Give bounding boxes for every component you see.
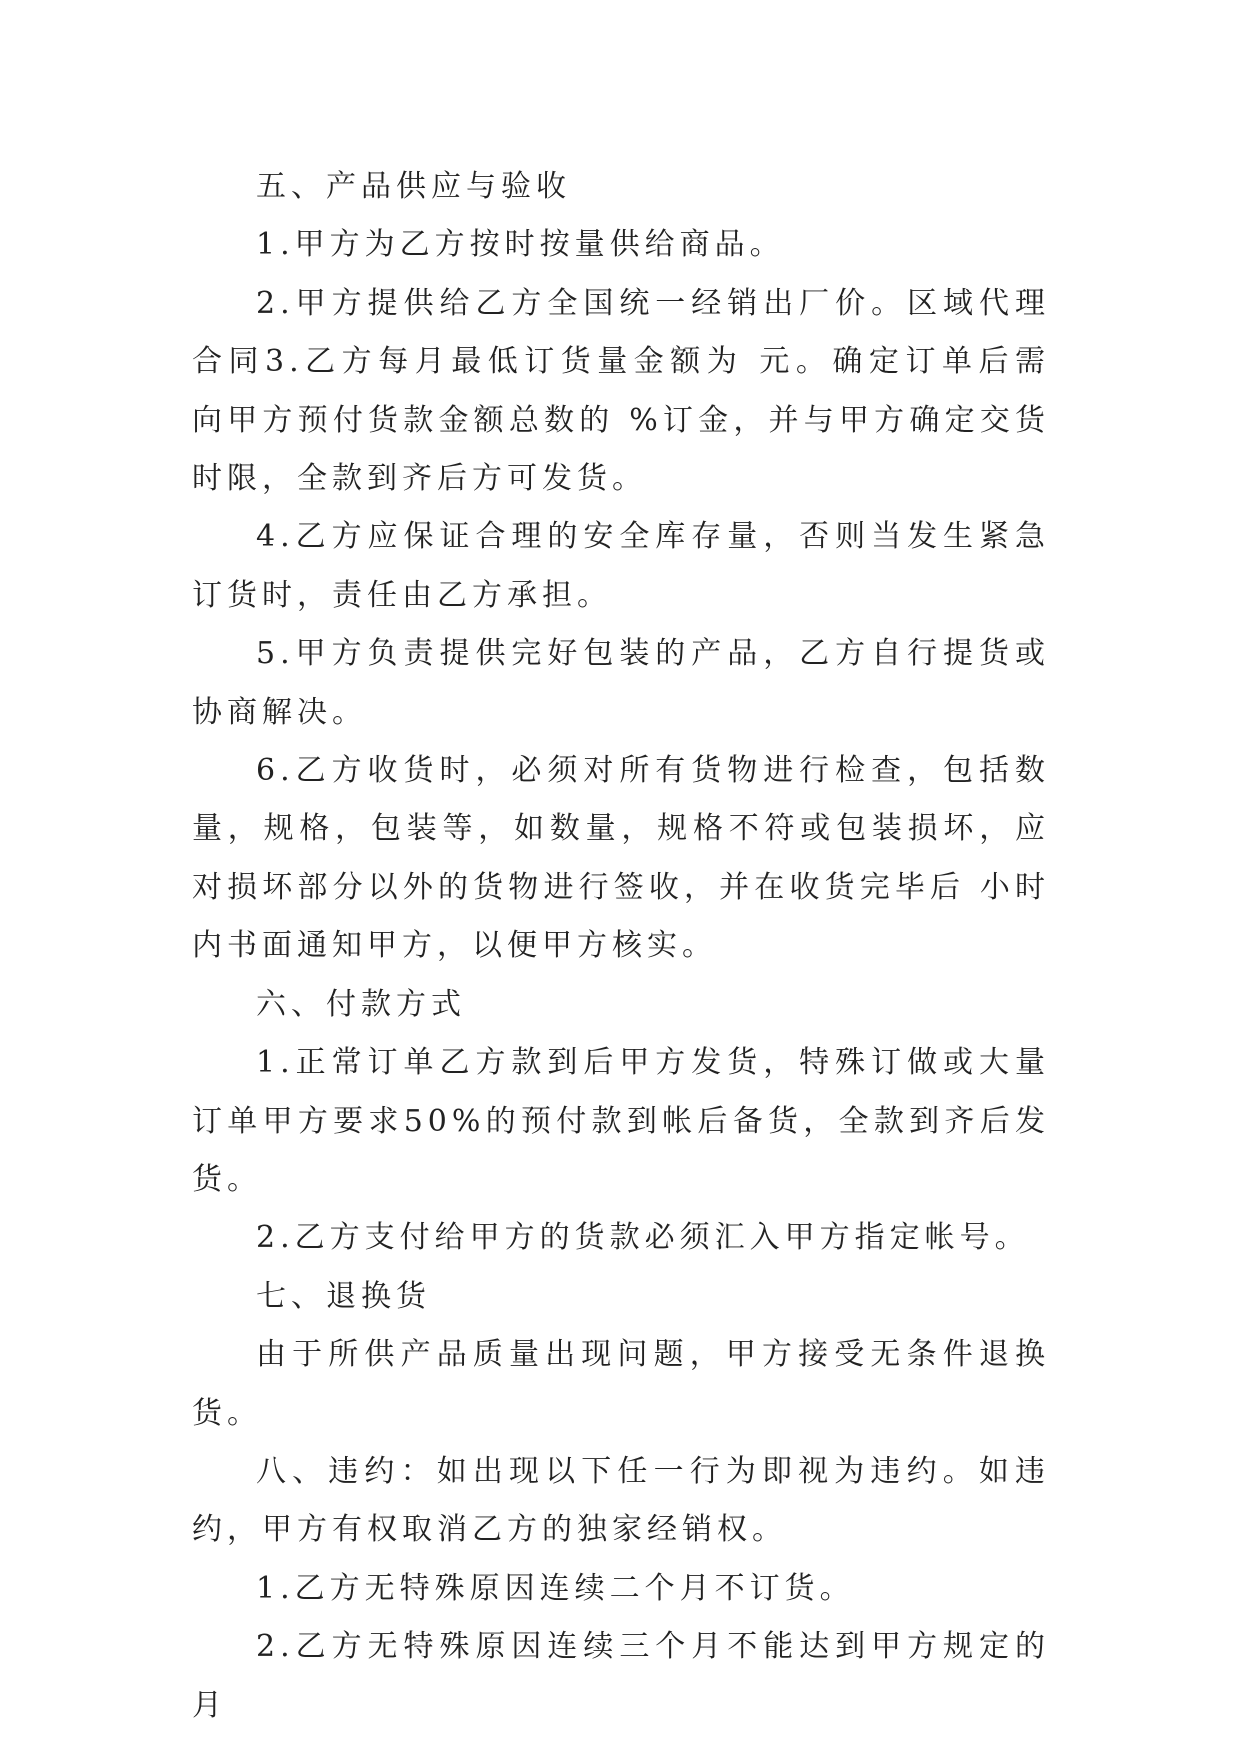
section-heading-7: 七、退换货 [256, 1278, 431, 1314]
clause-8-2: 2.乙方无特殊原因连续三个月不能达到甲方规定的月 [192, 1629, 1050, 1723]
clause-6-1: 1.正常订单乙方款到后甲方发货，特殊订做或大量订单甲方要求50%的预付款到帐后备货，全款到齐后发货。 [192, 1045, 1050, 1197]
clause-8-1: 1.乙方无特殊原因连续二个月不订货。 [256, 1570, 855, 1606]
document-body [192, 158, 1050, 1735]
clause-5-4: 4.乙方应保证合理的安全库存量，否则当发生紧急订货时，责任由乙方承担。 [192, 519, 1050, 613]
clause-5-5: 5.甲方负责提供完好包装的产品，乙方自行提货或协商解决。 [192, 636, 1050, 730]
clause-5-2-3: 2.甲方提供给乙方全国统一经销出厂价。区域代理合同3.乙方每月最低订货量金额为 元。确定订单后需向甲方预付货款金额总数的 %订金，并与甲方确定交货时限，全款到齐后方可发货。 [192, 285, 1050, 497]
clause-5-1: 1.甲方为乙方按时按量供给商品。 [256, 227, 785, 263]
clause-7-text: 由于所供产品质量出现问题，甲方接受无条件退换货。 [192, 1337, 1050, 1431]
clause-6-2: 2.乙方支付给甲方的货款必须汇入甲方指定帐号。 [256, 1220, 1030, 1256]
clause-5-6: 6.乙方收货时，必须对所有货物进行检查，包括数量，规格，包装等，如数量，规格不符或包装损坏，应对损坏部分以外的货物进行签收，并在收货完毕后 小时内书面通知甲方，以便甲方核实。 [192, 753, 1050, 964]
section-heading-6: 六、付款方式 [256, 986, 466, 1022]
section-heading-8: 八、违约：如出现以下任一行为即视为违约。如违约，甲方有权取消乙方的独家经销权。 [192, 1453, 1050, 1548]
section-heading-5: 五、产品供应与验收 [256, 169, 571, 204]
